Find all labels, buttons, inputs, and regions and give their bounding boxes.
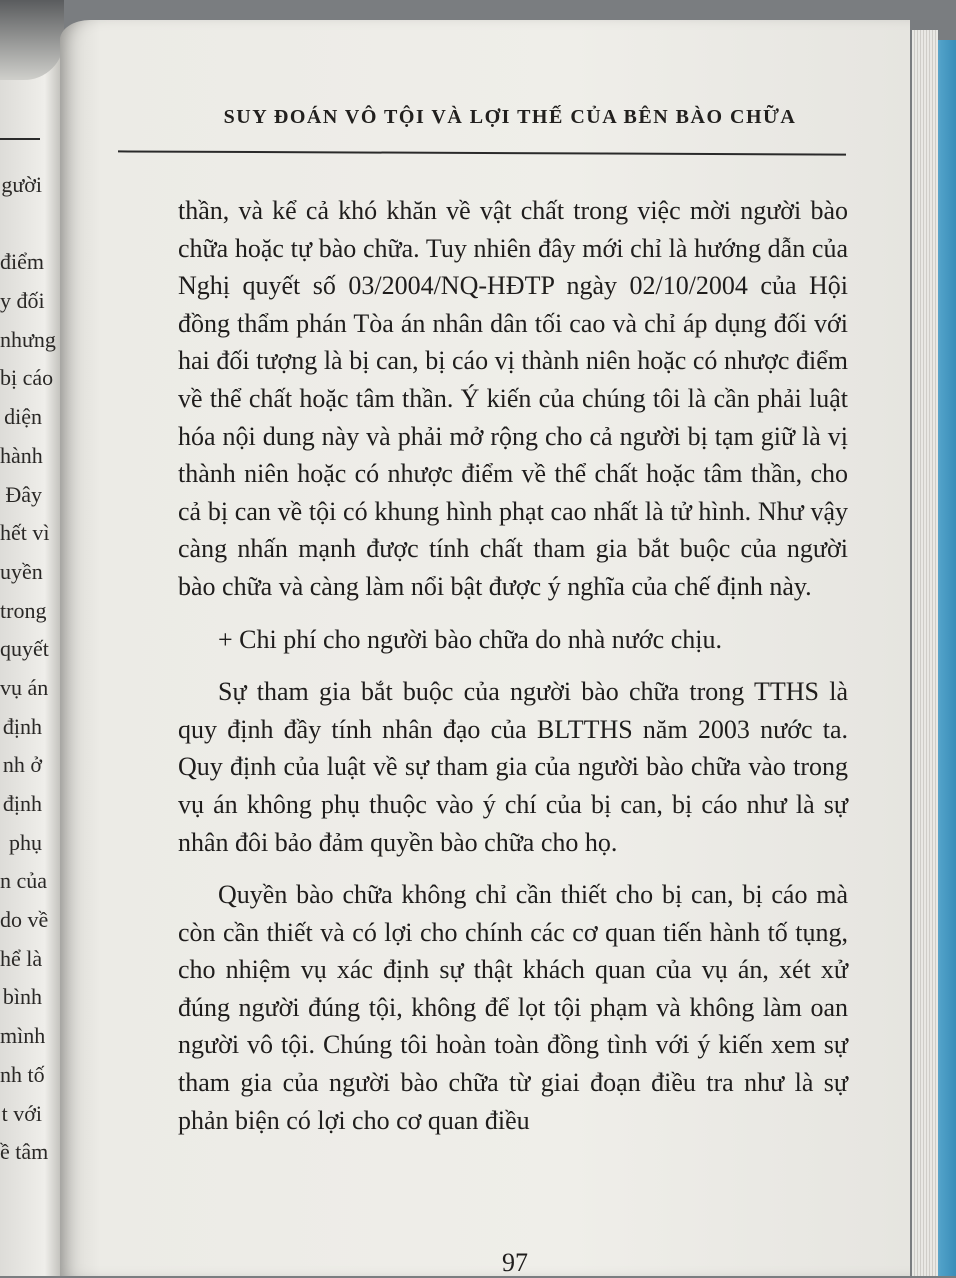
- left-word: n của: [0, 868, 48, 894]
- left-word: nhưng: [0, 326, 56, 352]
- left-word: định: [2, 713, 42, 739]
- paragraph: thần, và kể cả khó khăn về vật chất trong việc mời người bào chữa hoặc tự bào chữa. Tuy nhiên đây mới chỉ là hướng dẫn của Nghị quyết số 03/2004/NQ-HĐTP ngày 02/10/2004 của Hội đồng thẩm phán Tòa án nhân dân tối cao và chỉ áp dụng đối với hai đối tượng là bị can, bị cáo vị thành niên hoặc có nhược điểm về thể chất hoặc tâm thần. Ý kiến của chúng tôi là cần phải luật hóa nội dung này và phải mở rộng cho cả người bị tạm giữ là vị thành niên hoặc có nhược điểm về thể chất hoặc tâm thần, cho cả bị can về tội có khung hình phạt cao nhất là tử hình. Như vậy càng nhấn mạnh được tính chất tham gia bắt buộc của người bào chữa và càng làm nổi bật được ý nghĩa của chế định này.: [178, 196, 848, 601]
- left-word: do về: [0, 907, 49, 933]
- running-header: SUY ĐOÁN VÔ TỘI VÀ LỢI THẾ CỦA BÊN BÀO CHỮA: [223, 106, 797, 128]
- left-word: vụ án: [0, 674, 49, 700]
- book-page: [60, 20, 910, 1276]
- left-word: quyết: [0, 636, 49, 662]
- left-word: mình: [0, 1023, 46, 1049]
- left-word: uyền: [0, 558, 43, 584]
- page-body: [178, 192, 848, 1139]
- paragraph: Sự tham gia bắt buộc của người bào chữa trong TTHS là quy định đầy tính nhân đạo của BLTTHS năm 2003 nước ta. Quy định của luật về sự tham gia của người bào chữa vào trong vụ án không phụ thuộc vào ý chí của bị can, bị cáo như là sự nhân đôi bảo đảm quyền bào chữa cho họ.: [178, 677, 848, 857]
- left-word: bị cáo: [0, 365, 54, 391]
- left-word: hết vì: [0, 520, 50, 546]
- left-word: nh ở: [2, 752, 42, 778]
- left-word: nh tố: [0, 1061, 45, 1087]
- left-header-rule: [0, 138, 40, 140]
- left-word: định: [2, 791, 42, 816]
- header-rule: [118, 150, 846, 155]
- left-word: y đối: [0, 288, 45, 314]
- left-word: phụ: [9, 829, 42, 855]
- paragraph: Quyền bào chữa không chỉ cần thiết cho bị can, bị cáo mà còn cần thiết và có lợi cho chính các cơ quan tiến hành tố tụng, cho nhiệm vụ xác định sự thật khách quan của vụ án, xét xử đúng người đúng tội, không để lọt tội phạm và không làm oan người vô tội. Chúng tôi hoàn toàn đồng tình với ý kiến xem sự tham gia của người bào chữa từ giai đoạn điều tra như là sự phản biện có lợi cho cơ quan điều: [178, 880, 848, 1135]
- left-word: hành: [0, 442, 43, 468]
- left-word: diện: [4, 404, 42, 430]
- left-page: [0, 0, 64, 1276]
- left-word: trong: [0, 597, 47, 623]
- left-page-curl: [0, 0, 64, 80]
- left-word: Đây: [5, 481, 42, 507]
- left-word: điểm: [0, 249, 44, 275]
- left-word: gười: [1, 172, 42, 197]
- page-number: 97: [502, 1248, 528, 1277]
- left-word: [0, 205, 64, 244]
- left-page-text: [0, 166, 64, 1172]
- left-word: t với: [1, 1100, 42, 1126]
- paragraph: + Chi phí cho người bào chữa do nhà nước chịu.: [218, 624, 722, 654]
- left-word: hể là: [0, 945, 43, 971]
- left-word: ề tâm: [0, 1139, 49, 1165]
- left-word: bình: [2, 984, 42, 1010]
- page-stack-edge: [912, 30, 938, 1276]
